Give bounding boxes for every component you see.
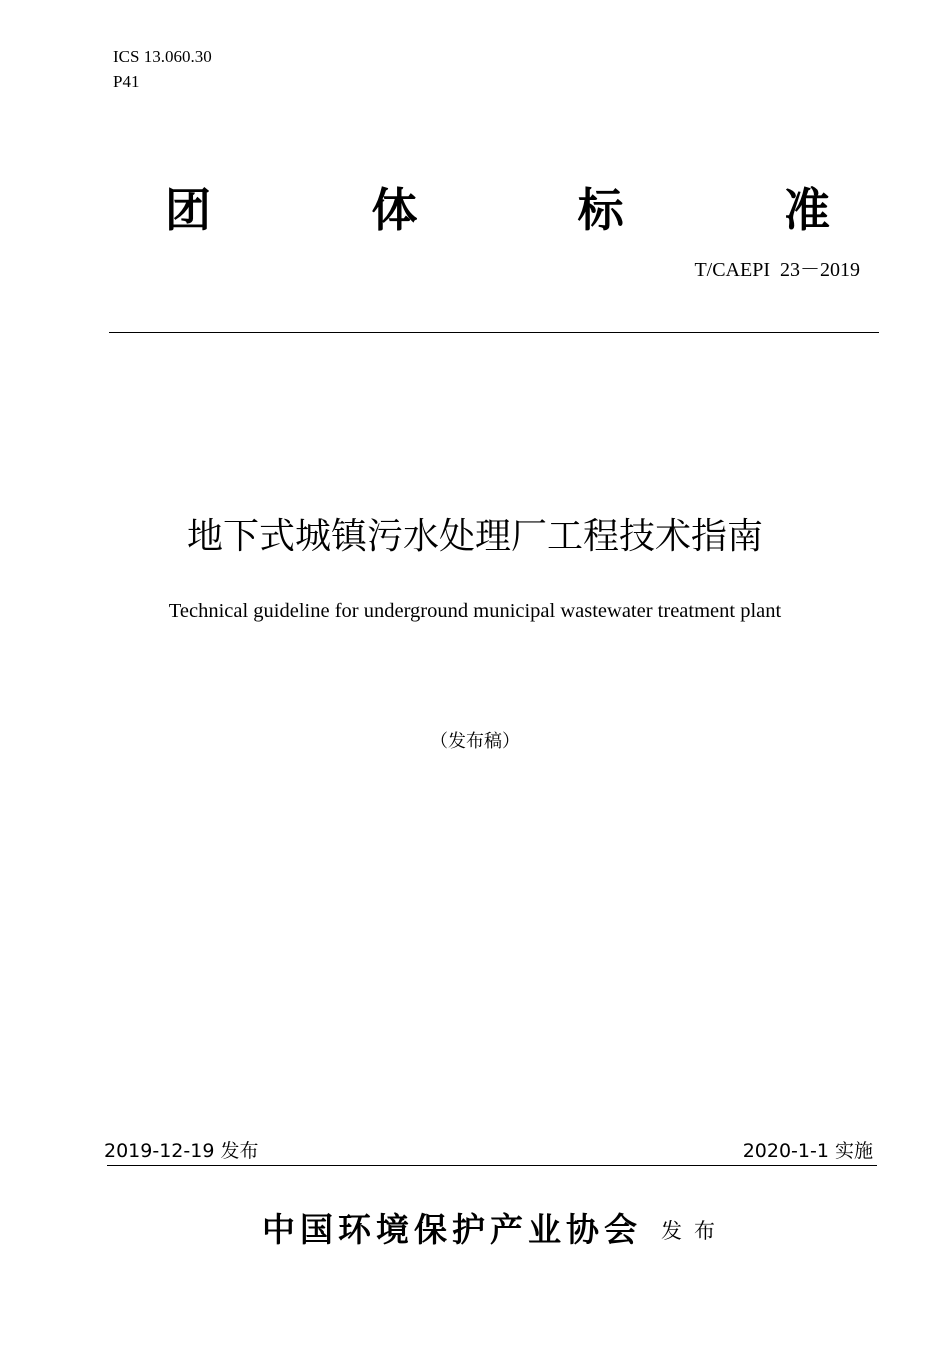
standard-type-heading [165, 180, 830, 240]
issue-date: 2019-12-19 发布 [104, 1140, 259, 1162]
standard-type-char: 标 [577, 183, 624, 237]
top-divider [109, 332, 879, 333]
draft-status: （发布稿） [430, 731, 520, 752]
implementation-date: 2020-1-1 实施 [742, 1140, 873, 1162]
standard-number: T/CAEPI 23－2019 [694, 259, 860, 281]
ccs-code: P41 [113, 72, 140, 91]
bottom-divider [107, 1165, 877, 1166]
ics-code: ICS 13.060.30 [113, 47, 212, 66]
publisher-suffix: 发布 [661, 1219, 727, 1243]
standard-type-char: 体 [371, 183, 418, 237]
title-chinese: 地下式城镇污水处理厂工程技术指南 [186, 516, 763, 557]
title-english: Technical guideline for underground municipal wastewater treatment plant [168, 600, 782, 622]
publisher-name: 中国环境保护产业协会 [262, 1210, 642, 1249]
standard-type-char: 团 [165, 183, 211, 237]
standard-type-char: 准 [783, 183, 830, 237]
